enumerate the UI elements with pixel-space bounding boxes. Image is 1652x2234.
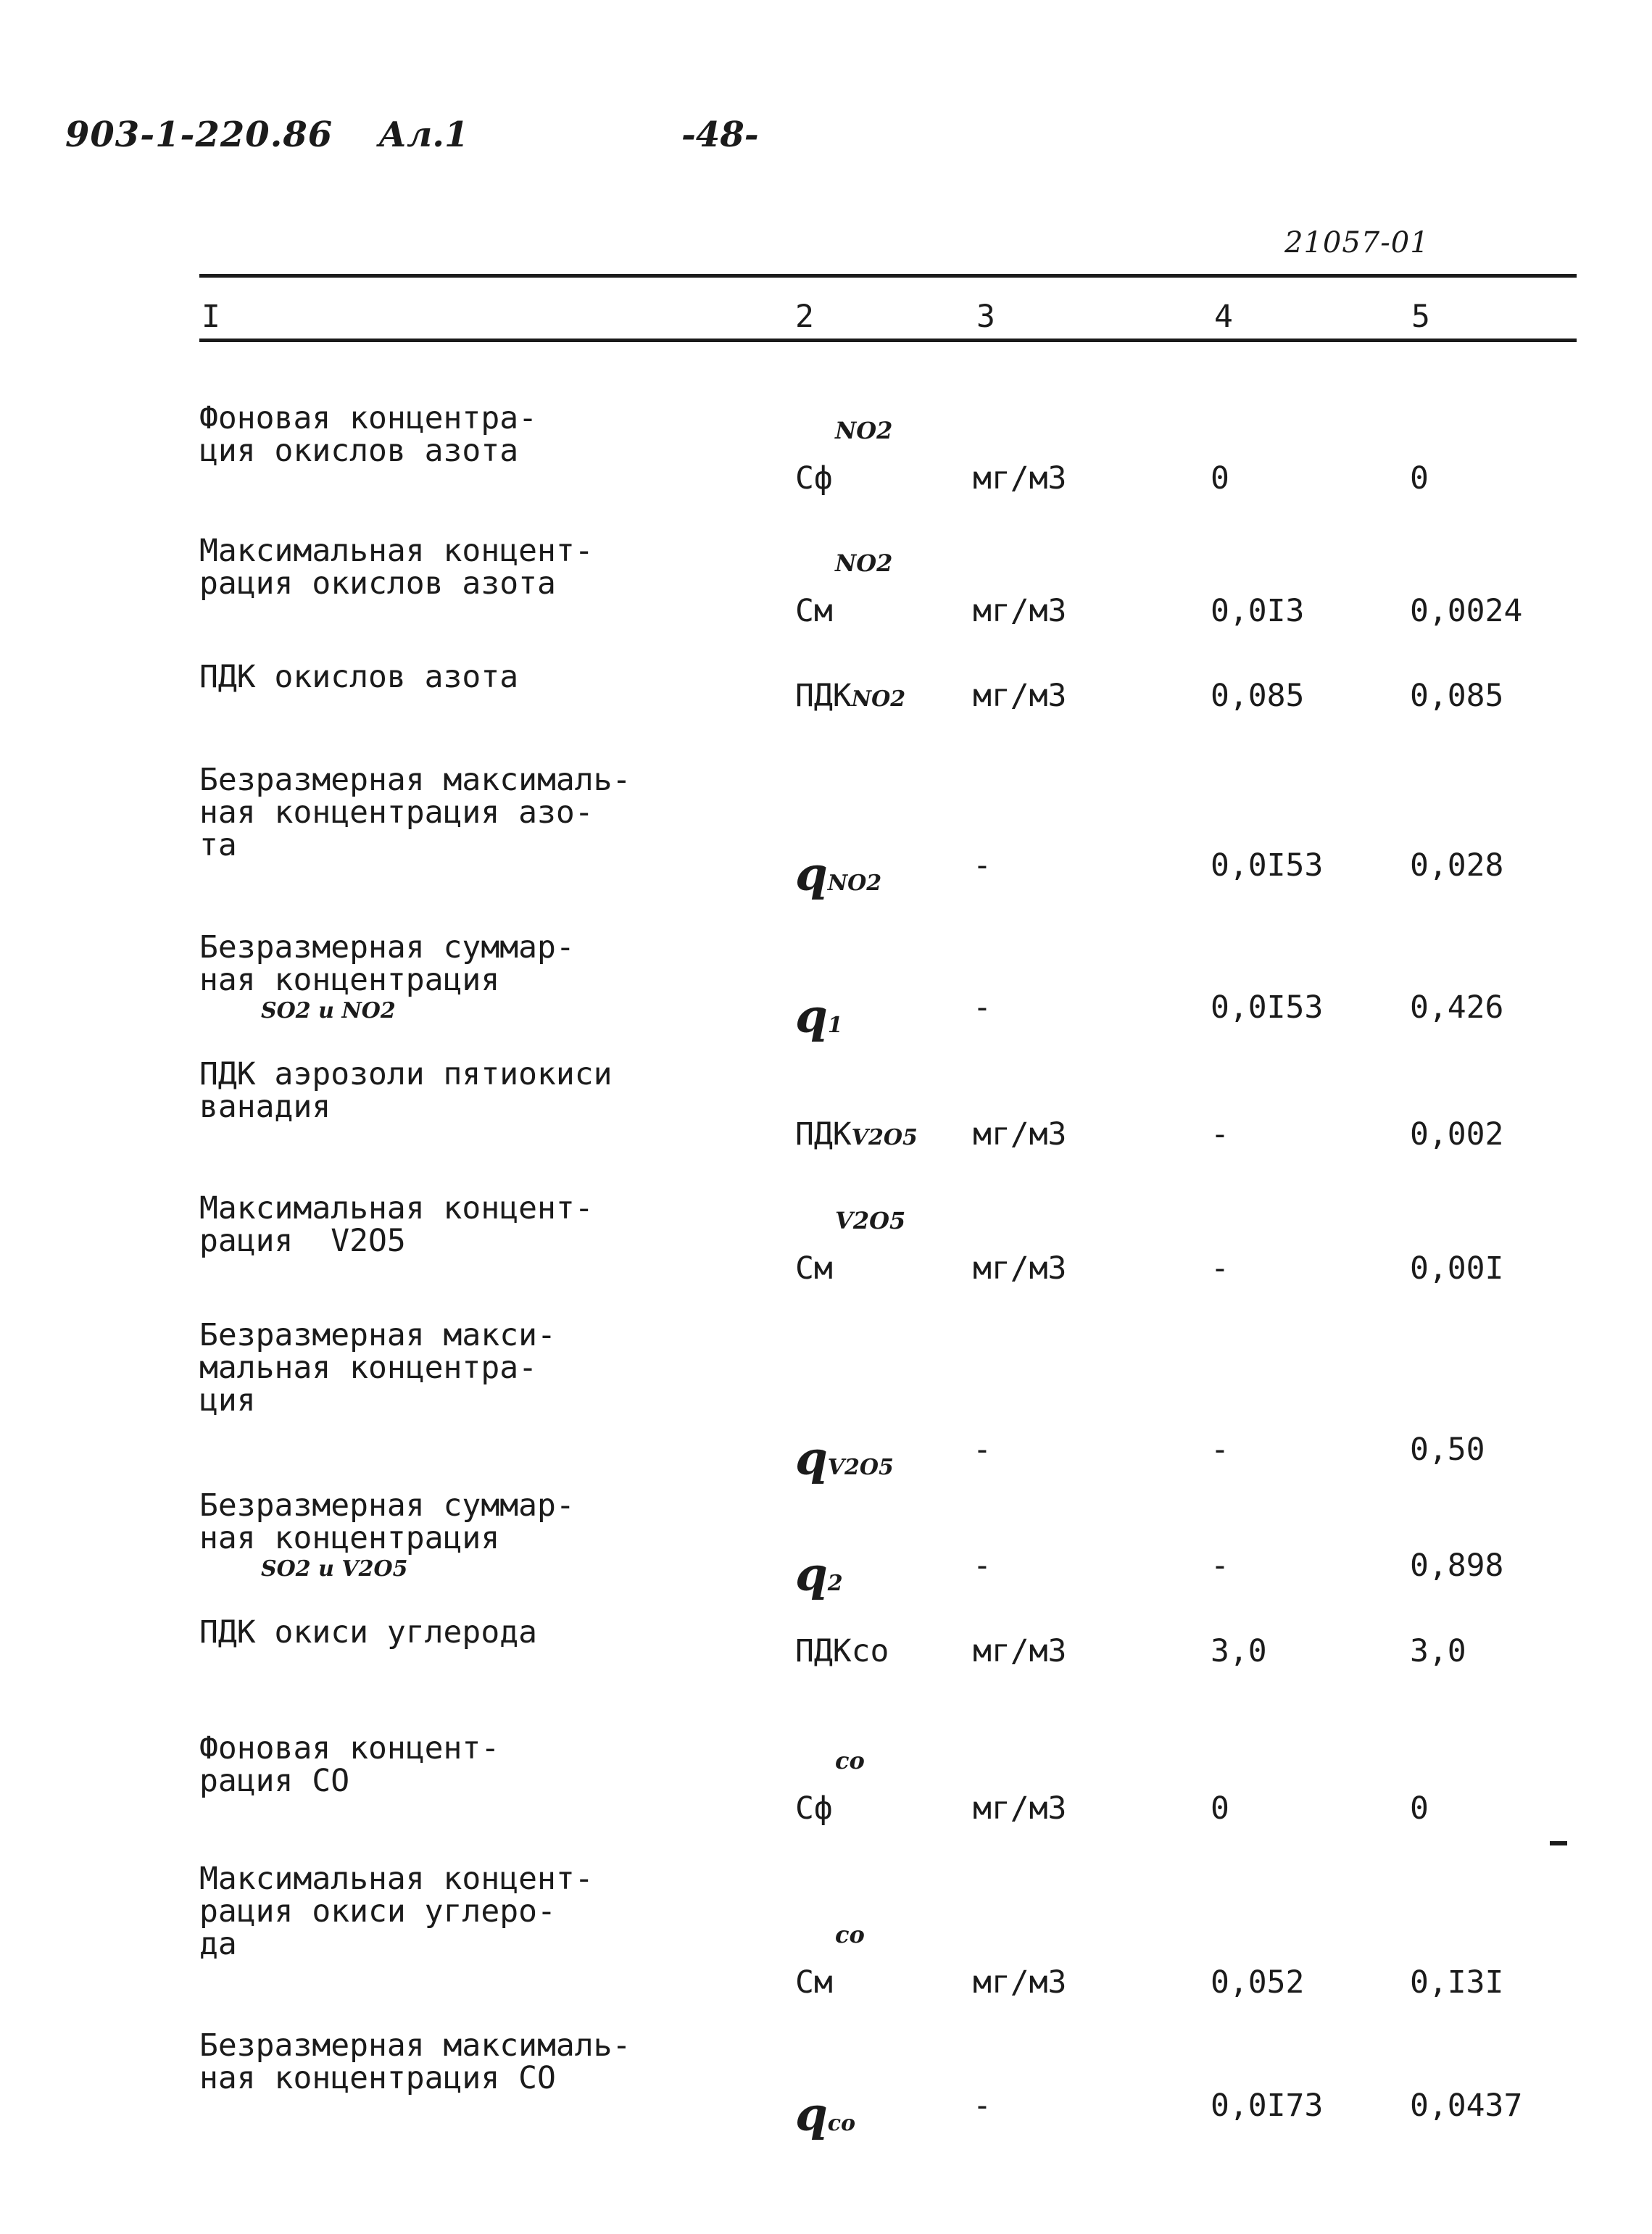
value-col5: 0,00I [1410,1250,1504,1287]
symbol-subscript: V2O5 [851,1125,918,1150]
value-col5: 3,0 [1410,1633,1466,1669]
symbol-main: q [795,1432,828,1486]
parameter-description: Безразмерная максималь- ная концентрация СО [199,2027,631,2096]
symbol-superscript: NO2 [835,549,893,577]
parameter-description: ПДК окислов азота [199,659,519,695]
symbol-main: ПДК [795,1116,852,1153]
symbol-cell [795,678,905,714]
unit-cell: - [973,1548,992,1584]
handwritten-note: SO2 и V2O5 [261,1556,408,1582]
symbol-main: ПДКсо [795,1633,889,1669]
value-col5: 0,002 [1410,1116,1504,1153]
unit-cell: - [973,1432,992,1468]
symbol-cell [795,1207,906,1287]
value-col5: 0,I3I [1410,1964,1504,2001]
column-header-5: 5 [1411,299,1430,335]
table-top-rule [199,274,1577,278]
handwritten-note: SO2 и NO2 [261,998,396,1023]
unit-cell: мг/м3 [973,460,1067,497]
value-col4: 0 [1211,1790,1229,1827]
symbol-main: ПДК [795,678,852,714]
unit-cell: мг/м3 [973,1250,1067,1287]
symbol-cell [795,2088,855,2142]
project-code: 903-1-220.86 [65,115,333,155]
unit-cell: мг/м3 [973,1790,1067,1827]
parameter-description: Безразмерная суммар- ная концентрация [199,929,575,998]
parameter-description: Максимальная концент- рация V2O5 [199,1190,594,1259]
symbol-subscript: 1 [827,1013,843,1038]
unit-cell: - [973,847,992,884]
value-col4: 0,0I3 [1211,593,1305,629]
value-col5: 0 [1410,460,1429,497]
value-col5: 0,0437 [1410,2088,1523,2124]
parameter-description: ПДК аэрозоли пятиокиси ванадия [199,1056,613,1125]
value-col4: 0,052 [1211,1964,1305,2001]
symbol-cell [795,989,843,1044]
symbol-cell [795,847,881,902]
sheet-label: Ал.1 [378,115,469,155]
symbol-main: См [795,1250,833,1287]
parameter-description: Безразмерная максималь- ная концентрация азо- та [199,762,631,863]
unit-cell: - [973,2088,992,2124]
value-col4: 0,0I53 [1211,989,1324,1026]
symbol-subscript: 2 [827,1571,843,1596]
unit-cell: мг/м3 [973,1964,1067,2001]
symbol-subscript: NO2 [827,871,882,896]
symbol-cell [795,1747,865,1827]
table-header-rule [199,339,1577,342]
symbol-superscript: NO2 [835,417,893,444]
value-col5: 0 [1410,1790,1429,1827]
symbol-cell [795,1633,889,1669]
value-col4: 3,0 [1211,1633,1267,1669]
symbol-superscript: со [835,1921,865,1948]
symbol-main: Сф [795,1790,833,1827]
value-col4: - [1211,1250,1229,1287]
value-col4: 0,0I53 [1211,847,1324,884]
symbol-cell [795,1116,918,1153]
value-col5: 0,0024 [1410,593,1523,629]
symbol-main: q [795,989,828,1044]
unit-cell: - [973,989,992,1026]
symbol-superscript: V2O5 [835,1207,906,1234]
symbol-main: Сф [795,460,833,497]
value-col4: 0 [1211,460,1229,497]
symbol-cell [795,417,893,497]
unit-cell: мг/м3 [973,1116,1067,1153]
parameter-description: ПДК окиси углерода [199,1614,537,1650]
value-col5: 0,085 [1410,678,1504,714]
symbol-cell [795,1921,865,2001]
symbol-cell [795,1432,894,1486]
value-col5: 0,898 [1410,1548,1504,1584]
symbol-main: q [795,1548,828,1602]
symbol-cell [795,549,893,629]
column-header-3: 3 [976,299,995,335]
symbol-cell [795,1548,843,1602]
value-col4: - [1211,1548,1229,1584]
parameter-description: Фоновая концентра- ция окислов азота [199,400,537,469]
column-header-1: I [202,299,220,335]
symbol-subscript: co [827,2111,856,2136]
value-col5: 0,028 [1410,847,1504,884]
value-col5: 0,50 [1410,1432,1485,1468]
symbol-main: См [795,593,833,629]
parameter-description: Фоновая концент- рация СО [199,1730,500,1799]
column-header-2: 2 [795,299,814,335]
parameter-description: Максимальная концент- рация окислов азота [199,533,594,602]
value-col4: 0,0I73 [1211,2088,1324,2124]
column-header-4: 4 [1214,299,1233,335]
value-col5: 0,426 [1410,989,1504,1026]
unit-cell: мг/м3 [973,593,1067,629]
parameter-description: Безразмерная макси- мальная концентра- ция [199,1317,556,1419]
parameter-description: Безразмерная суммар- ная концентрация [199,1487,575,1556]
parameter-description: Максимальная концент- рация окиси углеро- да [199,1861,594,1962]
symbol-superscript: со [835,1747,865,1774]
page-number: -48- [681,115,759,155]
margin-mark [1550,1841,1567,1845]
value-col4: 0,085 [1211,678,1305,714]
document-number: 21057-01 [1284,226,1429,259]
symbol-subscript: V2O5 [827,1455,894,1480]
symbol-main: См [795,1964,833,2001]
unit-cell: мг/м3 [973,678,1067,714]
symbol-main: q [795,2088,828,2142]
symbol-subscript: NO2 [851,686,906,712]
unit-cell: мг/м3 [973,1633,1067,1669]
value-col4: - [1211,1116,1229,1153]
symbol-main: q [795,847,828,902]
value-col4: - [1211,1432,1229,1468]
